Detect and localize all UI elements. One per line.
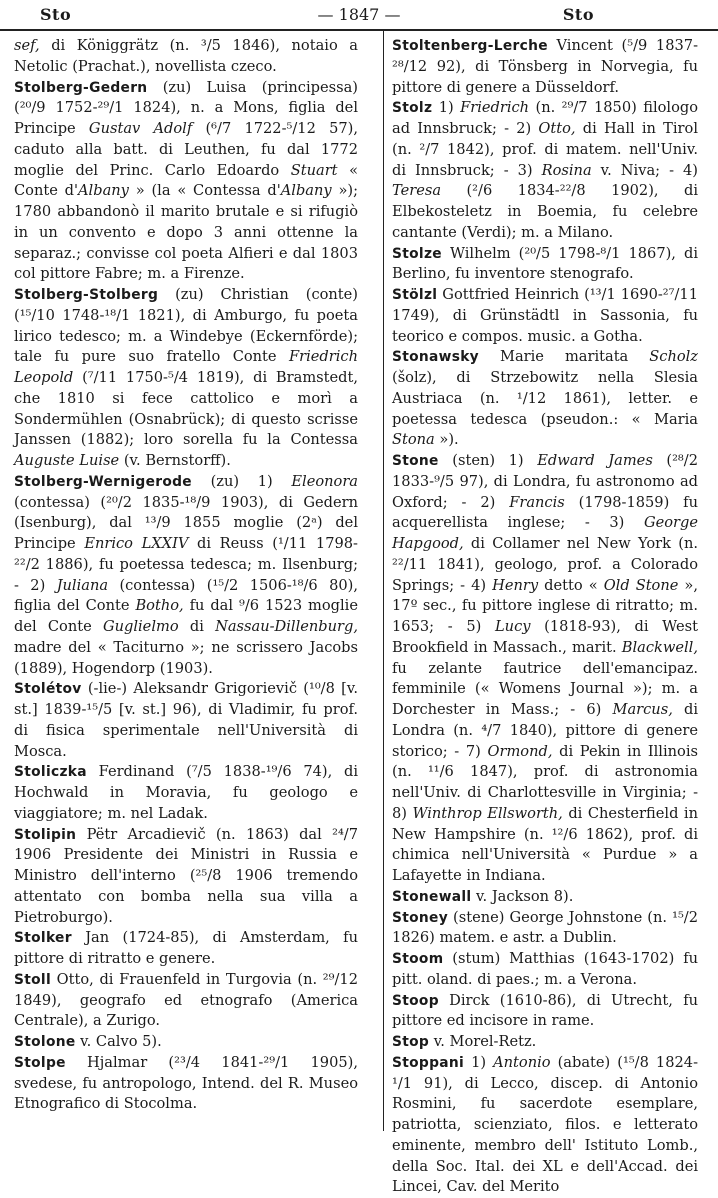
entry-italic-text: Henry bbox=[492, 576, 539, 594]
dictionary-entry bbox=[14, 679, 358, 762]
dictionary-entry bbox=[14, 970, 358, 1032]
entry-text: (zu) 1) bbox=[191, 472, 292, 490]
entry-text: (-lie-) Aleksandr Grigorievič (¹⁰/8 [v. st.] 1839-¹⁵/5 [v. st.] 96), di Vladimir, fu prof. di fisica sperimentale nell'Università di Mosca. bbox=[14, 680, 358, 760]
entry-italic-text: Antonio bbox=[493, 1053, 551, 1071]
entry-headword: Stone bbox=[392, 453, 439, 469]
entry-text: (abate) (¹⁵/8 1824-¹/1 91), di Lecco, discep. di Antonio Rosmini, fu sacerdote esemplare, patriotta, scienziato, filos. e letterato eminente, membro dell' Istituto Lomb., della Soc. Ital. dei XL e dell'Accad. dei Lincei, Cav. del Merito bbox=[392, 1053, 698, 1196]
entry-headword: Stolétov bbox=[14, 681, 82, 698]
entry-text: detto « bbox=[538, 576, 604, 594]
entry-text: (⁷/11 1750-⁵/4 1819), di Bramstedt, che 1810 si fece cattolico e morì a Sondermühlen (Osnabrück); di questo scrisse Janssen (1882); loro sorella fu la Contessa bbox=[14, 369, 358, 449]
entry-text: Jan (1724-85), di Amsterdam, fu pittore di ritratto e genere. bbox=[14, 929, 358, 967]
entry-text: di Pekin in Illinois (n. ¹¹/6 1847), prof. di astronomia nell'Univ. di Charlottesville in Virginia; - 8) bbox=[392, 742, 698, 822]
dictionary-entry bbox=[392, 887, 698, 908]
entry-italic-text: Lucy bbox=[494, 618, 531, 635]
entry-italic-text: Friedrich Leopold bbox=[14, 348, 358, 386]
entry-text: Marie maritata bbox=[478, 348, 650, 366]
page-header bbox=[0, 0, 718, 30]
entry-italic-text: Otto, bbox=[538, 120, 576, 137]
entry-italic-text: Marcus, bbox=[612, 701, 673, 718]
dictionary-entry bbox=[392, 991, 698, 1033]
entry-text: 1) bbox=[432, 99, 461, 117]
entry-headword: Stolpe bbox=[14, 1054, 66, 1071]
entry-italic-text: Ormond, bbox=[487, 742, 553, 760]
left-column bbox=[14, 36, 358, 1115]
entry-text: (stene) George Johnstone (n. ¹⁵/2 1826) matem. e astr. a Dublin. bbox=[392, 908, 698, 947]
entry-text: (1798-1859) fu acquerellista inglese; - 3) bbox=[392, 493, 698, 532]
entry-italic-text: Friedrich bbox=[460, 99, 530, 117]
entry-text: »); 1780 abbandonò il marito brutale e si rifugiò in un convento e dopo 3 anni ottenne la separaz.; convisse col poeta Alfieri e dal 1803 col pittore Fabre; m. a Firenze. bbox=[14, 182, 358, 283]
running-head-left: Sto bbox=[40, 5, 72, 24]
entry-text: Pëtr Arcadievič (n. 1863) dal ²⁴/7 1906 Presidente dei Ministri in Russia e Ministro dell'interno (²⁵/8 1906 tremendo attentato con bomba nella sua villa a Pietroburgo). bbox=[14, 825, 358, 926]
entry-text: (zu) Luisa (principessa) (²⁰/9 1752-²⁹/1 1824), n. a Mons, figlia del Principe bbox=[14, 78, 358, 137]
dictionary-entry bbox=[14, 78, 358, 286]
entry-text: Otto, di Frauenfeld in Turgovia (n. ²⁹/12 1849), geografo ed etnografo (America Centrale), a Zurigo. bbox=[14, 970, 358, 1030]
entry-text: di bbox=[178, 618, 216, 635]
entry-italic-text: Albany bbox=[78, 182, 129, 200]
dictionary-entry bbox=[14, 762, 358, 824]
dictionary-entry bbox=[392, 36, 698, 98]
right-column bbox=[392, 36, 698, 1198]
entry-italic-text: Juliana bbox=[56, 576, 109, 594]
entry-text: (contessa) (²⁰/2 1835-¹⁸/9 1903), di Gedern (Isenburg), dal ¹³/9 1855 moglie (2ᵃ) del Principe bbox=[14, 493, 358, 552]
entry-text: di Collamer nel New York (n. ²²/11 1841), geologo, prof. a Colorado Springs; - 4) bbox=[392, 535, 698, 594]
entry-text: di Chesterfield in New Hampshire (n. ¹²/6 1862), prof. di chimica nell'Università « Purdue » a Lafayette in Indiana. bbox=[392, 804, 698, 884]
entry-headword: Stoney bbox=[392, 909, 448, 926]
dictionary-entry bbox=[392, 1032, 698, 1053]
entry-text: (⁶/7 1722-⁵/12 57), caduto alla batt. di Leuthen, fu dal 1772 moglie del Princ. Carlo Edoardo bbox=[14, 120, 358, 179]
entry-text: di Reuss (¹/11 1798-²²/2 1886), fu poetessa tedesca; m. Ilsenburg; - 2) bbox=[14, 535, 358, 594]
dictionary-entry bbox=[14, 1053, 358, 1115]
entry-text: (1818-93), di West Brookfield in Massach., marit. bbox=[392, 618, 698, 656]
entry-text: Ferdinand (⁷/5 1838-¹⁹/6 74), di Hochwald in Moravia, fu geologo e viaggiatore; m. nel Ladak. bbox=[14, 763, 358, 822]
entry-italic-text: Auguste Luise bbox=[14, 452, 120, 469]
entry-headword: Stoom bbox=[392, 951, 444, 967]
entry-italic-text: Blackwell, bbox=[621, 638, 698, 656]
entry-text: madre del « Taciturno »; ne scrissero Jacobs (1889), Hogendorp (1903). bbox=[14, 638, 358, 677]
entry-text: 1) bbox=[464, 1053, 494, 1071]
page-number: — 1847 — bbox=[317, 5, 401, 24]
entry-headword: Stoliczka bbox=[14, 764, 87, 781]
running-head-right: Sto bbox=[562, 5, 594, 24]
entry-headword: Stoll bbox=[14, 971, 51, 988]
entry-text: Gottfried Heinrich (¹³/1 1690-²⁷/11 1749), di Grünstädtl in Sassonia, fu teorico e compos. music. a Gotha. bbox=[392, 286, 698, 345]
entry-headword: Stolberg-Gedern bbox=[14, 79, 148, 96]
entry-text: « Conte d' bbox=[14, 161, 358, 200]
entry-italic-text: Nassau-Dillenburg, bbox=[215, 618, 358, 635]
entry-text: fu zelante fautrice dell'emancipaz. femminile (« Womens Journal »); m. a Dorchester in Mass.; - 6) bbox=[392, 659, 698, 718]
entry-headword: Stölzl bbox=[392, 287, 438, 303]
entry-text: (šolz), di Strzebowitz nella Slesia Austriaca (n. ¹/12 1861), letter. e poetessa tedesca (pseudon.: « Maria bbox=[392, 369, 698, 428]
entry-text: » (la « Contessa d' bbox=[128, 182, 281, 200]
entry-headword: Stoltenberg-Lerche bbox=[392, 38, 548, 54]
entry-text: fu dal ⁹/6 1523 moglie del Conte bbox=[14, 597, 358, 635]
entry-italic-text: Guglielmo bbox=[102, 618, 179, 635]
dictionary-entry bbox=[392, 908, 698, 950]
dictionary-entry bbox=[14, 825, 358, 929]
entry-text: (contessa) (¹⁵/2 1506-¹⁸/6 80), figlia del Conte bbox=[14, 576, 358, 615]
entry-text: v. Jackson 8). bbox=[471, 887, 574, 905]
dictionary-entry bbox=[14, 472, 358, 680]
entry-italic-text: Teresa bbox=[392, 182, 442, 200]
entry-italic-text: Eleonora bbox=[291, 472, 358, 490]
entry-headword: Stolz bbox=[392, 100, 433, 117]
entry-italic-text: Botho, bbox=[135, 597, 184, 615]
entry-text: v. Niva; - 4) bbox=[591, 161, 698, 179]
entry-italic-text: Albany bbox=[280, 182, 332, 200]
entry-italic-text: Stona bbox=[392, 431, 435, 449]
entry-text: (v. Bernstorff). bbox=[119, 452, 231, 469]
dictionary-entry bbox=[392, 949, 698, 991]
entry-headword: Stolker bbox=[14, 930, 72, 947]
entry-text: Vincent (⁵/9 1837-²⁸/12 92), di Tönsberg in Norvegia, fu pittore di genere a Düsseldorf. bbox=[392, 37, 698, 96]
entry-headword: Stoppani bbox=[392, 1054, 465, 1071]
dictionary-entry bbox=[14, 928, 358, 970]
dictionary-entry bbox=[14, 285, 358, 472]
entry-text: di Hall in Tirol (n. ²/7 1842), prof. di matem. nell'Univ. di Innsbruck; - 3) bbox=[392, 120, 698, 179]
entry-italic-text: Old Stone bbox=[603, 576, 679, 594]
entry-text: »). bbox=[434, 431, 459, 449]
entry-headword: Stolipin bbox=[14, 826, 77, 843]
entry-italic-text: Edward James bbox=[537, 452, 653, 469]
entry-text: Wilhelm (²⁰/5 1798-⁸/1 1867), di Berlino, fu inventore stenografo. bbox=[392, 244, 698, 283]
dictionary-entry bbox=[392, 451, 698, 887]
entry-italic-text: Scholz bbox=[649, 348, 698, 366]
entry-text: (zu) Christian (conte) (¹⁵/10 1748-¹⁸/1 1821), di Amburgo, fu poeta lirico tedesco; m. a Windebye (Eckernförde); tale fu pure suo fratello Conte bbox=[14, 286, 358, 366]
entry-text: (stum) Matthias (1643-1702) fu pitt. oland. di paes.; m. a Verona. bbox=[392, 950, 698, 988]
entry-italic-text: George Hapgood, bbox=[392, 514, 698, 552]
entry-headword: Stoop bbox=[392, 992, 439, 1009]
column-divider bbox=[383, 31, 384, 1131]
header-rule bbox=[0, 29, 718, 31]
entry-italic-text: Winthrop Ellsworth, bbox=[412, 804, 563, 822]
entry-text: », 17º sec., fu pittore inglese di ritratto; m. 1653; - 5) bbox=[392, 576, 698, 635]
entry-text: (²⁸/2 1833-⁹/5 97), di Londra, fu astronomo ad Oxford; - 2) bbox=[392, 452, 698, 511]
entry-text: di Königgrätz (n. ³/5 1846), notaio a Netolic (Prachat.), novellista czeco. bbox=[14, 37, 358, 75]
entry-italic-text: sef, bbox=[14, 37, 40, 54]
dictionary-entry bbox=[392, 98, 698, 243]
entry-text: v. Calvo 5). bbox=[75, 1033, 162, 1050]
dictionary-entry bbox=[392, 285, 698, 347]
entry-headword: Stolone bbox=[14, 1034, 76, 1050]
dictionary-entry bbox=[392, 1053, 698, 1198]
entry-headword: Stonawsky bbox=[392, 349, 479, 366]
entry-italic-text: Francis bbox=[509, 493, 565, 511]
dictionary-entry bbox=[392, 347, 698, 451]
entry-text: (²/6 1834-²²/8 1902), di Elbekosteletz in Boemia, fu celebre cantante (Verdi); m. a Milano. bbox=[392, 182, 698, 241]
entry-italic-text: Gustav Adolf bbox=[88, 120, 193, 137]
entry-text: Hjalmar (²³/4 1841-²⁹/1 1905), svedese, fu antropologo, Intend. del R. Museo Etnografico di Stocolma. bbox=[14, 1053, 358, 1113]
entry-text: (n. ²⁹/7 1850) filologo ad Innsbruck; - 2) bbox=[392, 99, 698, 137]
entry-italic-text: Enrico LXXIV bbox=[84, 535, 189, 552]
entry-headword: Stonewall bbox=[392, 888, 472, 905]
entry-headword: Stolberg-Stolberg bbox=[14, 287, 159, 303]
entry-headword: Stolberg-Wernigerode bbox=[14, 473, 192, 490]
entry-text: v. Morel-Retz. bbox=[429, 1033, 537, 1050]
dictionary-entry bbox=[14, 36, 358, 78]
dictionary-entry bbox=[14, 1032, 358, 1053]
entry-text: di Londra (n. ⁴/7 1840), pittore di genere storico; - 7) bbox=[392, 701, 698, 760]
entry-headword: Stolze bbox=[392, 245, 442, 262]
entry-text: Dirck (1610-86), di Utrecht, fu pittore ed incisore in rame. bbox=[392, 991, 698, 1030]
entry-italic-text: Rosina bbox=[541, 161, 592, 179]
entry-headword: Stop bbox=[392, 1034, 430, 1050]
entry-text: (sten) 1) bbox=[438, 452, 538, 469]
entry-italic-text: Stuart bbox=[290, 161, 338, 179]
dictionary-entry bbox=[392, 244, 698, 286]
